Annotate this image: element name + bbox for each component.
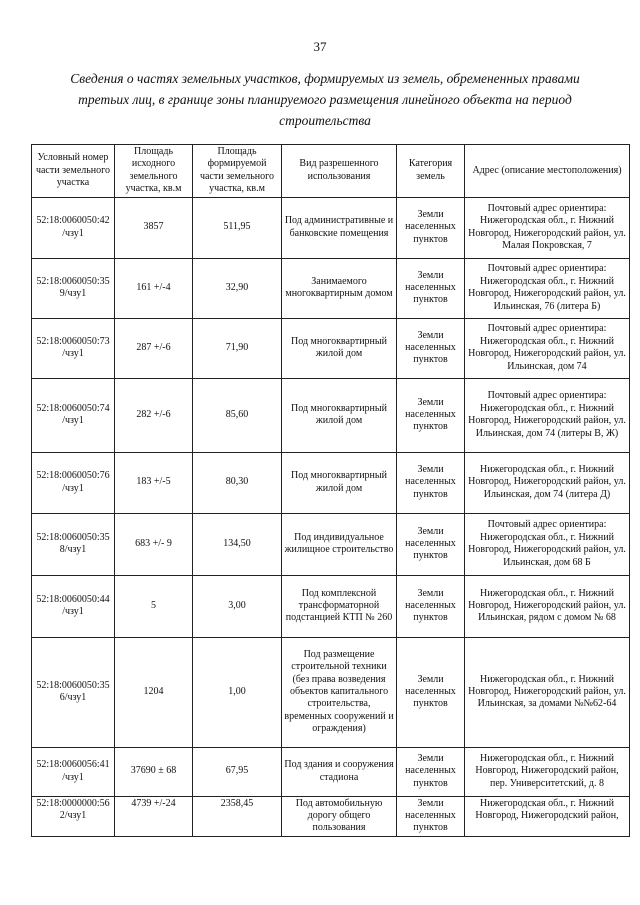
cell-address: Нижегородская обл., г. Нижний Новгород, Нижегородский район, [465, 796, 630, 836]
table-row [32, 452, 630, 513]
page-number: 37 [313, 39, 327, 54]
cell-part-area: 32,90 [193, 258, 282, 318]
cell-part-number: 52:18:0060056:41 /чзу1 [32, 747, 115, 796]
cell-land-category: Земли населенных пунктов [397, 378, 465, 452]
cell-land-category: Земли населенных пунктов [397, 513, 465, 575]
cell-address: Нижегородская обл., г. Нижний Новгород, Нижегородский район, ул. Ильинская, рядом с домом № 68 [465, 575, 630, 637]
cell-permitted-use: Под индивидуальное жилищное строительство [282, 513, 397, 575]
table-row [32, 378, 630, 452]
cell-part-number: 52:18:0060050:44 /чзу1 [32, 575, 115, 637]
cell-source-area: 183 +/-5 [115, 452, 193, 513]
cell-part-area: 511,95 [193, 197, 282, 258]
cell-part-area: 3,00 [193, 575, 282, 637]
cell-source-area: 287 +/-6 [115, 318, 193, 378]
cell-source-area: 683 +/- 9 [115, 513, 193, 575]
cell-address: Почтовый адрес ориентира: Нижегородская обл., г. Нижний Новгород, Нижегородский район, ул. Малая Покровская, 7 [465, 197, 630, 258]
cell-land-category: Земли населенных пунктов [397, 318, 465, 378]
cell-permitted-use: Под многоквартирный жилой дом [282, 452, 397, 513]
cell-permitted-use: Под многоквартирный жилой дом [282, 318, 397, 378]
cell-permitted-use: Занимаемого многоквартирным домом [282, 258, 397, 318]
cell-part-area: 80,30 [193, 452, 282, 513]
cell-address: Нижегородская обл., г. Нижний Новгород, Нижегородский район, пер. Университетский, д. 8 [465, 747, 630, 796]
cell-part-number: 52:18:0060050:74 /чзу1 [32, 378, 115, 452]
cell-land-category: Земли населенных пунктов [397, 796, 465, 836]
cell-part-number: 52:18:0060050:42 /чзу1 [32, 197, 115, 258]
table-row [32, 637, 630, 747]
table-header-row [32, 145, 630, 198]
cell-part-area: 1,00 [193, 637, 282, 747]
cell-part-number: 52:18:0060050:73 /чзу1 [32, 318, 115, 378]
cell-permitted-use: Под административные и банковские помещения [282, 197, 397, 258]
header-land-category: Категория земель [397, 145, 465, 198]
cell-permitted-use: Под автомобильную дорогу общего пользования [282, 796, 397, 836]
cell-source-area: 4739 +/-24 [115, 796, 193, 836]
table-row [32, 575, 630, 637]
cell-land-category: Земли населенных пунктов [397, 747, 465, 796]
cell-address: Нижегородская обл., г. Нижний Новгород, Нижегородский район, ул. Ильинская, за домами №№62-64 [465, 637, 630, 747]
cell-source-area: 282 +/-6 [115, 378, 193, 452]
cell-part-area: 85,60 [193, 378, 282, 452]
cell-permitted-use: Под размещение строительной техники (без права возведения объектов капитального строительства, временных сооружений и ограждения) [282, 637, 397, 747]
cell-land-category: Земли населенных пунктов [397, 258, 465, 318]
cell-part-area: 134,50 [193, 513, 282, 575]
cell-address: Почтовый адрес ориентира: Нижегородская обл., г. Нижний Новгород, Нижегородский район, ул. Ильинская, 76 (литера Б) [465, 258, 630, 318]
cell-source-area: 161 +/-4 [115, 258, 193, 318]
table-row [32, 318, 630, 378]
header-part-number: Условный номер части земельного участка [32, 145, 115, 198]
cell-address: Почтовый адрес ориентира: Нижегородская обл., г. Нижний Новгород, Нижегородский район, ул. Ильинская, дом 74 [465, 318, 630, 378]
cell-land-category: Земли населенных пунктов [397, 452, 465, 513]
cell-part-number: 52:18:0060050:35 9/чзу1 [32, 258, 115, 318]
cell-source-area: 1204 [115, 637, 193, 747]
header-address: Адрес (описание местоположения) [465, 145, 630, 198]
table-row [32, 258, 630, 318]
table-row [32, 197, 630, 258]
land-parts-table [31, 144, 630, 837]
cell-part-number: 52:18:0060050:35 8/чзу1 [32, 513, 115, 575]
cell-part-number: 52:18:0000000:56 2/чзу1 [32, 796, 115, 836]
cell-part-area: 71,90 [193, 318, 282, 378]
cell-address: Почтовый адрес ориентира: Нижегородская обл., г. Нижний Новгород, Нижегородский район, ул. Ильинская, дом 68 Б [465, 513, 630, 575]
header-permitted-use: Вид разрешенного использования [282, 145, 397, 198]
cell-land-category: Земли населенных пунктов [397, 637, 465, 747]
cell-permitted-use: Под здания и сооружения стадиона [282, 747, 397, 796]
header-part-area: Площадь формируемой части земельного участка, кв.м [193, 145, 282, 198]
cell-permitted-use: Под комплексной трансформаторной подстанцией КТП № 260 [282, 575, 397, 637]
cell-land-category: Земли населенных пунктов [397, 575, 465, 637]
cell-part-number: 52:18:0060050:35 6/чзу1 [32, 637, 115, 747]
cell-part-area: 2358,45 [193, 796, 282, 836]
cell-part-number: 52:18:0060050:76 /чзу1 [32, 452, 115, 513]
table-row [32, 796, 630, 836]
header-source-area: Площадь исходного земельного участка, кв.м [115, 145, 193, 198]
cell-address: Нижегородская обл., г. Нижний Новгород, Нижегородский район, ул. Ильинская, дом 74 (литера Д) [465, 452, 630, 513]
cell-source-area: 3857 [115, 197, 193, 258]
cell-land-category: Земли населенных пунктов [397, 197, 465, 258]
document-title: Сведения о частях земельных участков, формируемых из земель, обремененных правами третьих лиц, в границе зоны планируемого размещения линейного объекта на период строительства [70, 71, 580, 128]
cell-part-area: 67,95 [193, 747, 282, 796]
cell-address: Почтовый адрес ориентира: Нижегородская обл., г. Нижний Новгород, Нижегородский район, ул. Ильинская, дом 74 (литеры В, Ж) [465, 378, 630, 452]
cell-permitted-use: Под многоквартирный жилой дом [282, 378, 397, 452]
cell-source-area: 5 [115, 575, 193, 637]
table-body [32, 197, 630, 836]
table-row [32, 513, 630, 575]
cell-source-area: 37690 ± 68 [115, 747, 193, 796]
table-row [32, 747, 630, 796]
